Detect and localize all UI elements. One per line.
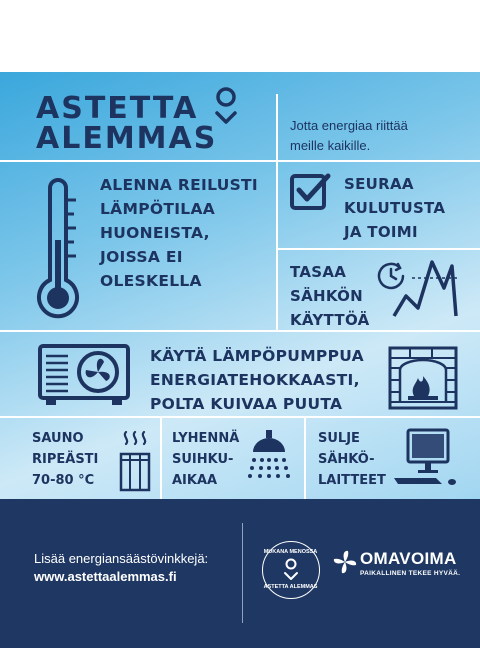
tip-line: ALENNA REILUSTI [100,176,259,194]
chevron-down-circle-icon [281,558,301,582]
omavoima-logo-icon [332,549,358,575]
tip-heat-pump [150,344,364,416]
tip-devices [318,428,386,491]
tip-line: KÄYTÄ LÄMPÖPUMPPUA [150,347,364,365]
tip-line: JOISSA EI [100,248,183,266]
footer [0,499,480,648]
fireplace-icon [388,346,458,410]
tip-line: SULJE [318,431,360,446]
tip-line: OLESKELLA [100,272,202,290]
tagline-line-2: meille kaikille. [290,138,371,153]
divider [160,418,162,499]
tagline-line-1: Jotta energiaa riittää [290,118,408,133]
badge-top-text: MUKANA MENOSSA [263,549,318,555]
divider [304,418,306,499]
tip-sauna [32,428,98,491]
tip-line: SÄHKÖ- [318,452,375,467]
computer-icon [390,428,462,490]
tip-line: LYHENNÄ [172,431,240,446]
heat-pump-icon [38,344,130,406]
tip-line: SÄHKÖN [290,287,364,305]
tip-shower [172,428,239,491]
footer-divider [242,523,243,623]
title-line-1: ASTETTA [36,91,199,126]
tip-line: JA TOIMI [344,223,418,241]
tip-line: RIPEÄSTI [32,452,99,467]
tip-line: LÄMPÖTILAA [100,200,216,218]
sauna-heater-icon [118,430,152,492]
tip-monitor [344,172,445,244]
tip-even-out [290,260,370,332]
divider [0,160,480,162]
tip-line: LAITTEET [318,473,386,488]
more-tips-text: Lisää energiansäästövinkkejä: [34,551,209,566]
poster [0,72,480,648]
tip-line: POLTA KUIVAA PUUTA [150,395,343,413]
brand-slogan: PAIKALLINEN TEKEE HYVÄÄ. [360,570,461,577]
tip-line: SEURAA [344,175,414,193]
tip-line: HUONEISTA, [100,224,210,242]
tip-line: TASAA [290,263,347,281]
divider [0,416,480,418]
badge-bottom-text: ASTETTA ALEMMAS [263,584,318,590]
divider [0,330,480,332]
title-line-2: ALEMMAS [36,121,218,156]
checkbox-icon [290,172,332,212]
tip-line: ENERGIATEHOKKAASTI, [150,371,360,389]
tagline [290,116,408,156]
tip-line: SAUNO [32,431,84,446]
tip-line: SUIHKU- [172,452,234,467]
tip-line: 70-80 °C [32,473,95,488]
tip-line: KULUTUSTA [344,199,446,217]
divider [278,248,480,250]
thermometer-icon [30,170,84,330]
tip-thermostat [100,173,258,293]
chevron-down-circle-icon [212,86,240,128]
line-graph-icon [392,258,464,322]
tip-line: KÄYTTÖÄ [290,311,370,329]
website-link[interactable]: www.astettaalemmas.fi [34,569,177,584]
badge [262,541,320,599]
divider [276,94,278,332]
tip-line: AIKAA [172,473,218,488]
brand-name: OMAVOIMA [360,549,457,568]
shower-icon [246,430,292,486]
